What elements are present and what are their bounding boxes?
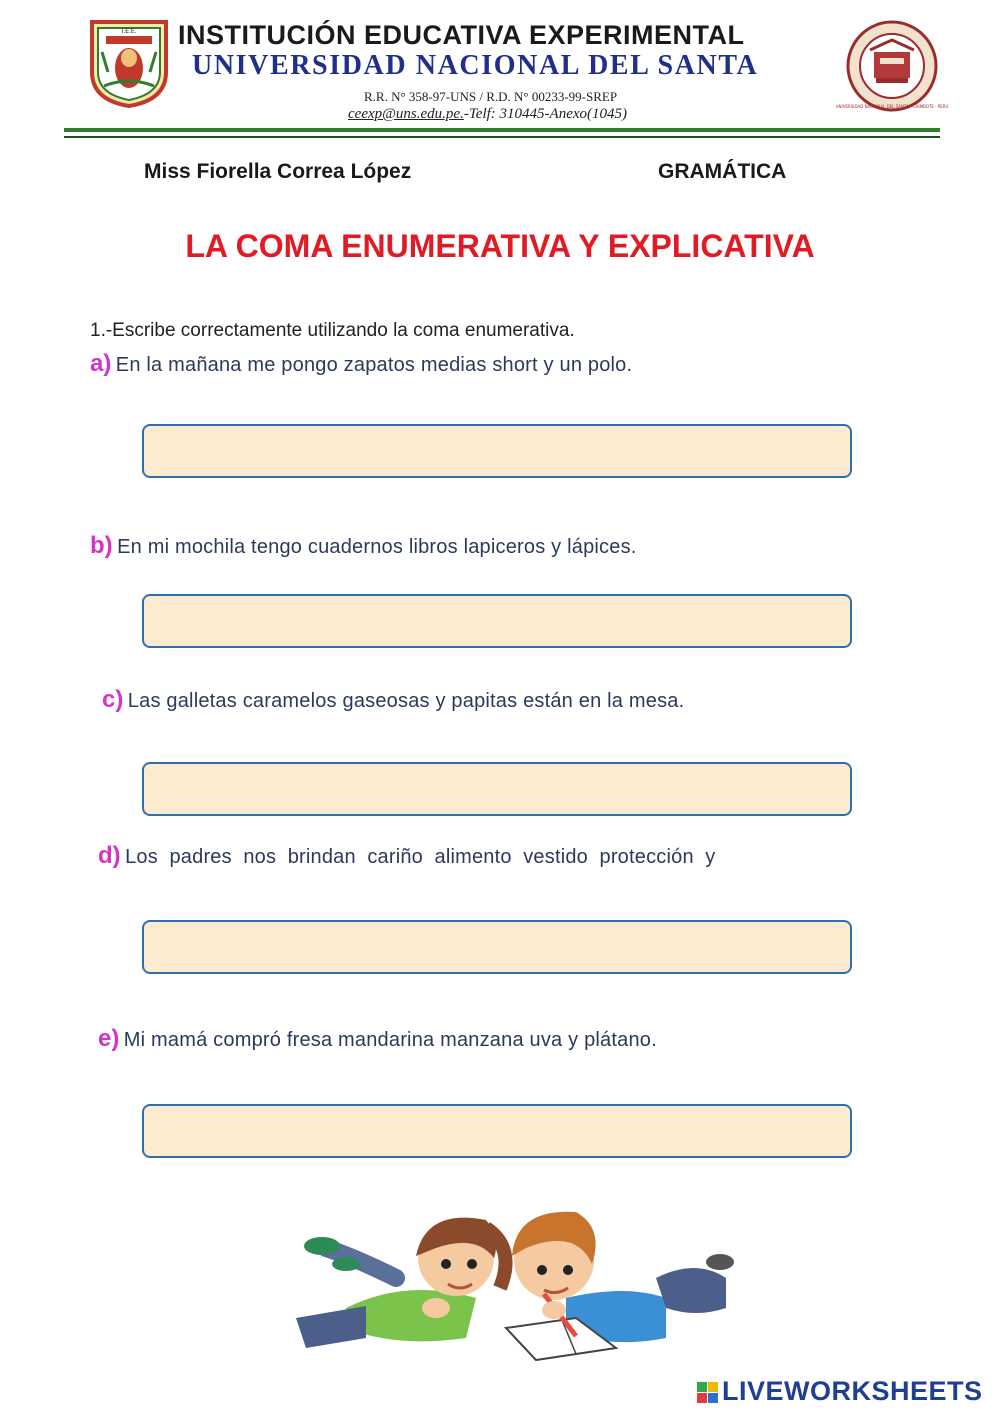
contact-email: ceexp@uns.edu.pe.	[348, 106, 464, 122]
item-sentence: Las galletas caramelos gaseosas y papitas están en la mesa.	[127, 690, 685, 712]
exercise-instruction: 1.-Escribe correctamente utilizando la coma enumerativa.	[90, 320, 575, 341]
institution-name: INSTITUCIÓN EDUCATIVA EXPERIMENTAL	[178, 20, 745, 50]
header-divider	[64, 128, 940, 132]
item-letter: a)	[90, 350, 112, 377]
answer-input-c[interactable]	[142, 762, 852, 816]
item-sentence: En mi mochila tengo cuadernos libros lapiceros y lápices.	[117, 536, 637, 558]
subject-label: GRAMÁTICA	[658, 160, 787, 183]
item-sentence: Mi mamá compró fresa mandarina manzana uva y plátano.	[123, 1029, 657, 1051]
item-letter: d)	[98, 842, 121, 869]
school-shield-logo	[86, 16, 172, 108]
answer-input-a[interactable]	[142, 424, 852, 478]
contact-phone: -Telf: 310445-Anexo(1045)	[463, 106, 628, 122]
exercise-item-a	[90, 350, 632, 378]
exercise-item-e	[98, 1025, 657, 1053]
item-letter: c)	[102, 686, 124, 713]
worksheet-title: LA COMA ENUMERATIVA Y EXPLICATIVA	[185, 228, 815, 264]
answer-input-b[interactable]	[142, 594, 852, 648]
contact-info	[348, 106, 627, 123]
answer-input-e[interactable]	[142, 1104, 852, 1158]
item-sentence: En la mañana me pongo zapatos medias short y un polo.	[115, 354, 633, 376]
liveworksheets-brand[interactable]: LIVEWORKSHEETS	[722, 1376, 983, 1406]
resolution-number: R.R. N° 358-97-UNS / R.D. N° 00233-99-SREP	[364, 89, 618, 104]
svg-text:UNIVERSIDAD NACIONAL DEL SANTA: UNIVERSIDAD NACIONAL DEL SANTA · CHIMBOTE · PERÚ	[835, 104, 949, 109]
kids-studying-illustration	[286, 1198, 738, 1370]
exercise-item-d	[98, 842, 716, 870]
teacher-name: Miss Fiorella Correa López	[144, 160, 412, 183]
exercise-item-c	[102, 686, 684, 714]
header-divider-thin	[64, 136, 940, 138]
liveworksheets-logo-icon	[697, 1376, 719, 1410]
university-name: UNIVERSIDAD NACIONAL DEL SANTA	[192, 50, 759, 81]
exercise-item-b	[90, 532, 637, 560]
svg-text:I.E.E.: I.E.E.	[121, 28, 137, 35]
item-letter: b)	[90, 532, 113, 559]
answer-input-d[interactable]	[142, 920, 852, 974]
item-letter: e)	[98, 1025, 120, 1052]
university-seal-logo	[835, 20, 949, 112]
item-sentence: Los padres nos brindan cariño alimento vestido protección y	[125, 846, 716, 868]
